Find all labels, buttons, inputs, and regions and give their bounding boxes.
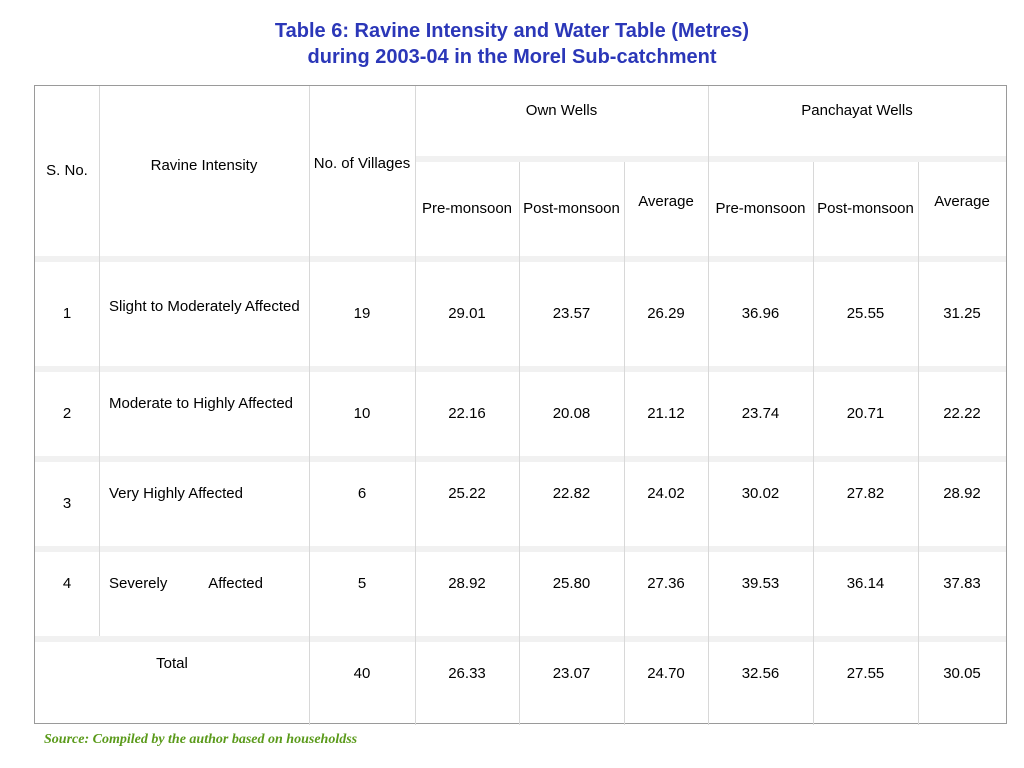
row-3-own-pre: 25.22 xyxy=(448,485,486,502)
row-1-own-avg: 26.29 xyxy=(647,305,685,322)
row-3-pan-pre: 30.02 xyxy=(741,485,780,502)
row-2-sno: 2 xyxy=(62,405,72,422)
total-own-pre: 26.33 xyxy=(448,665,486,682)
header-own-wells: Own Wells xyxy=(525,102,598,119)
row-2-own-avg: 21.12 xyxy=(647,405,685,422)
row-4-intensity: Severely Affected xyxy=(109,575,263,592)
row-3-pan-avg: 28.92 xyxy=(943,485,981,502)
row-2-villages: 10 xyxy=(353,405,371,422)
total-own-avg: 24.70 xyxy=(647,665,685,682)
total-own-post: 23.07 xyxy=(552,665,591,682)
row-1-own-pre: 29.01 xyxy=(448,305,486,322)
row-4-sno: 4 xyxy=(62,575,72,592)
title-line-2: during 2003-04 in the Morel Sub-catchment xyxy=(307,46,717,68)
row-4-villages: 5 xyxy=(357,575,367,592)
header-panchayat-pre-monsoon: Pre-monsoon xyxy=(715,200,806,217)
header-own-pre-monsoon: Pre-monsoon xyxy=(421,200,513,217)
row-3-intensity: Very Highly Affected xyxy=(109,485,243,502)
row-4-pan-avg: 37.83 xyxy=(943,575,981,592)
source-note: Source: Compiled by the author based on householdss xyxy=(44,732,358,747)
header-panchayat-post-monsoon: Post-monsoon xyxy=(817,200,914,217)
total-pan-post: 27.55 xyxy=(846,665,885,682)
row-2-pan-post: 20.71 xyxy=(846,405,885,422)
row-2-intensity: Moderate to Highly Affected xyxy=(109,395,293,412)
header-ravine-intensity: Ravine Intensity xyxy=(150,157,258,174)
total-villages: 40 xyxy=(353,665,371,682)
row-1-sno: 1 xyxy=(62,305,72,322)
data-table xyxy=(34,85,1007,724)
header-no-of-villages: No. of Villages xyxy=(313,154,411,172)
title-line-1: Table 6: Ravine Intensity and Water Table (Metres) xyxy=(274,20,750,42)
total-pan-avg: 30.05 xyxy=(943,665,981,682)
row-4-own-pre: 28.92 xyxy=(448,575,486,592)
header-panchayat-wells: Panchayat Wells xyxy=(801,102,913,119)
row-1-own-post: 23.57 xyxy=(552,305,591,322)
row-3-own-post: 22.82 xyxy=(552,485,591,502)
row-2-own-post: 20.08 xyxy=(552,405,591,422)
row-4-pan-pre: 39.53 xyxy=(741,575,780,592)
row-1-pan-avg: 31.25 xyxy=(943,305,981,322)
row-4-pan-post: 36.14 xyxy=(846,575,885,592)
row-4-own-avg: 27.36 xyxy=(647,575,685,592)
row-1-pan-post: 25.55 xyxy=(846,305,885,322)
row-2-pan-avg: 22.22 xyxy=(943,405,981,422)
row-4-own-post: 25.80 xyxy=(552,575,591,592)
row-2-own-pre: 22.16 xyxy=(448,405,486,422)
table-title xyxy=(0,18,1024,70)
total-label: Total xyxy=(156,655,188,672)
total-pan-pre: 32.56 xyxy=(741,665,780,682)
row-1-pan-pre: 36.96 xyxy=(741,305,780,322)
header-sno: S. No. xyxy=(46,162,88,179)
header-own-average: Average xyxy=(638,193,694,210)
row-2-pan-pre: 23.74 xyxy=(741,405,780,422)
row-1-intensity: Slight to Moderately Affected xyxy=(109,298,300,315)
row-3-own-avg: 24.02 xyxy=(647,485,685,502)
header-panchayat-average: Average xyxy=(934,193,990,210)
row-3-sno: 3 xyxy=(62,495,72,512)
row-1-villages: 19 xyxy=(353,305,371,322)
header-own-post-monsoon: Post-monsoon xyxy=(523,200,620,217)
row-3-villages: 6 xyxy=(357,485,367,502)
row-3-pan-post: 27.82 xyxy=(846,485,885,502)
